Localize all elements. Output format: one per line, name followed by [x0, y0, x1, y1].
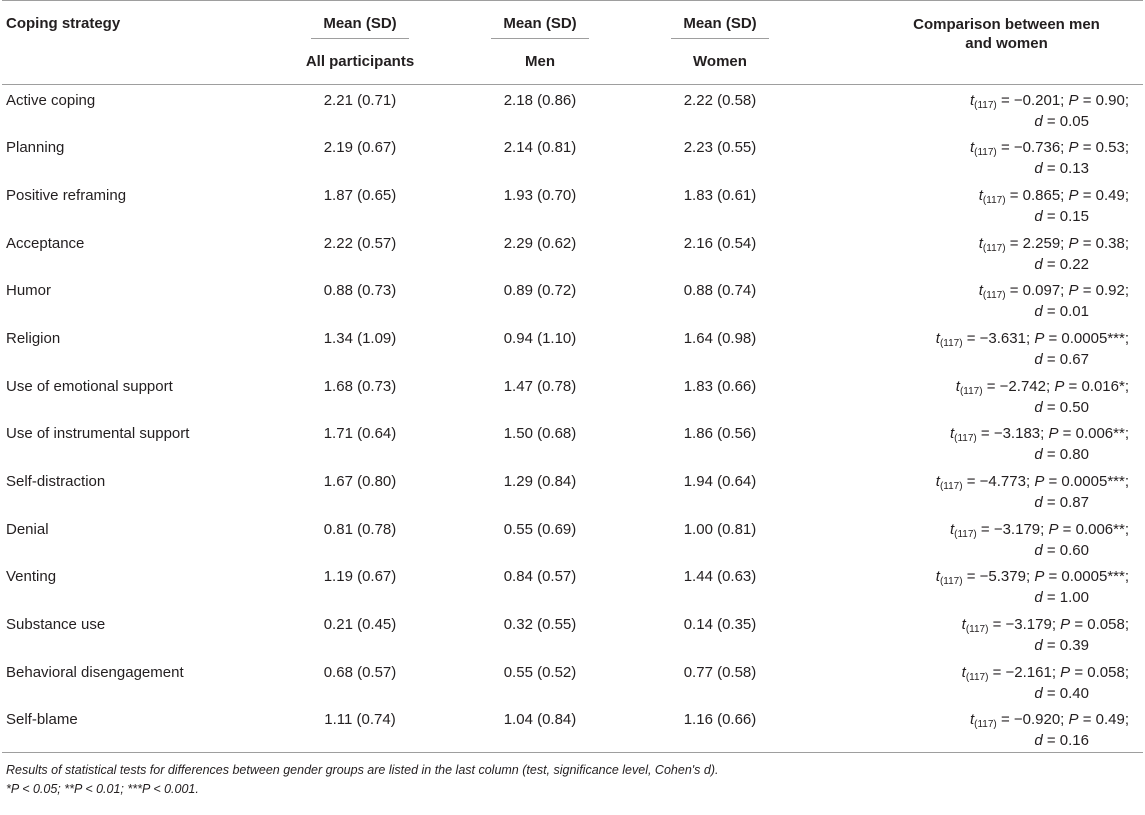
degrees-of-freedom: (117)	[959, 385, 983, 397]
degrees-of-freedom: (117)	[939, 337, 963, 349]
cell-mean-all: 1.87 (0.65)	[323, 186, 397, 204]
comparison-effect-line	[810, 540, 1129, 561]
cell-mean-all: 2.22 (0.57)	[323, 234, 397, 252]
cell-comparison	[810, 275, 1143, 323]
comparison-test-line: $t_{(117)} = -0.920$; P = 0.49;	[969, 711, 1129, 731]
table-row	[2, 657, 1143, 705]
cell-comparison	[810, 704, 1143, 752]
significance-stars: ***	[1107, 329, 1125, 347]
t-value: = −2.161	[992, 663, 1052, 681]
mean-sd-label: Mean (SD)	[491, 15, 588, 39]
cell-mean-all: 1.68 (0.73)	[323, 377, 397, 395]
d-symbol: d	[1034, 160, 1043, 178]
degrees-of-freedom: (117)	[982, 242, 1006, 254]
cell-strategy: Venting	[6, 568, 57, 586]
table-row	[2, 609, 1143, 657]
cell-strategy: Religion	[6, 329, 61, 347]
effect-size-value: = 0.39	[1046, 637, 1089, 655]
t-value: = −3.179	[980, 520, 1041, 538]
cell-mean-women: 1.94 (0.64)	[683, 473, 757, 490]
cell-strategy: Acceptance	[6, 234, 85, 252]
cell-mean-men: 0.94 (1.10)	[503, 329, 577, 347]
comparison-test-line: $t_{(117)} = 2.259$; P = 0.38;	[978, 234, 1129, 254]
cell-mean-women: 2.16 (0.54)	[683, 234, 757, 252]
comparison-test-line: $t_{(117)} = -3.631$; P = 0.0005***;	[935, 329, 1129, 349]
cell-mean-women: 0.77 (0.58)	[683, 663, 757, 681]
p-value: = 0.006	[1062, 520, 1114, 538]
cell-strategy: Planning	[6, 139, 65, 157]
p-value: = 0.0005	[1048, 329, 1108, 347]
significance-stars: **	[1113, 520, 1125, 538]
header-women: Women	[630, 41, 810, 85]
significance-stars: *	[1118, 377, 1125, 395]
cell-comparison	[810, 323, 1143, 371]
mean-sd-label: Mean (SD)	[311, 15, 408, 39]
t-value: = −3.183	[980, 425, 1041, 443]
header-men: Men	[450, 41, 630, 85]
table-row	[2, 180, 1143, 228]
effect-size-value: = 0.40	[1046, 684, 1089, 702]
cell-mean-women: 1.64 (0.98)	[683, 329, 757, 347]
comparison-effect-line	[810, 635, 1129, 656]
comparison-effect-line	[810, 206, 1129, 227]
d-symbol: d	[1034, 398, 1043, 416]
cell-mean-all: 1.71 (0.64)	[323, 425, 397, 443]
cell-comparison	[810, 657, 1143, 705]
d-symbol: d	[1034, 207, 1043, 225]
comparison-effect-line	[810, 444, 1129, 465]
cell-comparison	[810, 561, 1143, 609]
cell-strategy: Self-distraction	[6, 473, 106, 490]
footnote-significance: *P < 0.05; **P < 0.01; ***P < 0.001.	[6, 781, 199, 796]
header-mean-men	[450, 1, 630, 42]
d-symbol: d	[1034, 637, 1043, 655]
d-symbol: d	[1034, 732, 1043, 750]
comparison-effect-line	[810, 254, 1129, 275]
cell-comparison	[810, 132, 1143, 180]
table-header	[2, 1, 1143, 85]
t-value: = 2.259	[1009, 234, 1061, 252]
degrees-of-freedom: (117)	[974, 147, 997, 159]
p-symbol: P	[1034, 568, 1045, 586]
t-value: = −3.631	[966, 329, 1026, 347]
cell-strategy: Substance use	[6, 616, 106, 634]
degrees-of-freedom: (117)	[974, 100, 997, 111]
cell-comparison	[810, 609, 1143, 657]
p-value: = 0.38	[1082, 234, 1125, 252]
t-value: = 0.865	[1009, 186, 1061, 204]
p-symbol: P	[1068, 92, 1079, 109]
cell-mean-men: 0.89 (0.72)	[503, 282, 577, 300]
cell-mean-all: 0.81 (0.78)	[323, 520, 397, 538]
p-symbol: P	[1068, 186, 1079, 204]
cell-mean-men: 1.04 (0.84)	[450, 704, 630, 752]
degrees-of-freedom: (117)	[939, 481, 963, 492]
cell-mean-all: 0.68 (0.57)	[323, 663, 397, 681]
d-symbol: d	[1034, 303, 1043, 321]
t-value: = 0.097	[1009, 282, 1061, 300]
cell-mean-all: 1.34 (1.09)	[323, 329, 397, 347]
table-body	[2, 85, 1143, 753]
significance-stars: ***	[1107, 473, 1125, 490]
comparison-test-line: $t_{(117)} = -2.161$; P = 0.058;	[961, 663, 1129, 683]
cell-mean-all: 2.19 (0.67)	[323, 139, 397, 157]
t-symbol: t	[935, 568, 940, 586]
header-comparison	[810, 1, 1143, 85]
cell-mean-women: 0.88 (0.74)	[683, 282, 757, 300]
t-symbol: t	[949, 520, 955, 538]
t-symbol: t	[969, 139, 975, 157]
cell-mean-all: 1.19 (0.67)	[323, 568, 397, 586]
table-row	[2, 704, 1143, 752]
cell-comparison	[810, 466, 1143, 514]
degrees-of-freedom: (117)	[939, 576, 963, 588]
effect-size-value: = 0.13	[1046, 160, 1089, 178]
p-symbol: P	[1048, 520, 1059, 538]
comparison-test-line: $t_{(117)} = -0.201$; P = 0.90;	[969, 92, 1129, 111]
cell-mean-men: 2.29 (0.62)	[503, 234, 577, 252]
p-value: = 0.53	[1082, 139, 1125, 157]
comparison-test-line: $t_{(117)} = -4.773$; P = 0.0005***;	[935, 473, 1129, 492]
p-symbol: P	[1068, 711, 1079, 729]
header-mean-women	[630, 1, 810, 42]
t-symbol: t	[935, 473, 940, 490]
cell-mean-men: 1.47 (0.78)	[503, 377, 577, 395]
degrees-of-freedom: (117)	[965, 624, 989, 636]
significance-stars: ***	[1107, 568, 1125, 586]
cell-strategy: Self-blame	[2, 704, 270, 752]
cell-mean-women: 1.44 (0.63)	[683, 568, 757, 586]
t-value: = −5.379	[966, 568, 1026, 586]
d-symbol: d	[1034, 494, 1043, 511]
p-symbol: P	[1068, 282, 1079, 300]
t-symbol: t	[978, 282, 983, 300]
cell-mean-women: 2.22 (0.58)	[683, 92, 757, 109]
effect-size-value: = 0.60	[1046, 541, 1089, 559]
table-footnotes	[6, 761, 1145, 799]
comparison-test-line: $t_{(117)} = 0.865$; P = 0.49;	[978, 186, 1129, 206]
d-symbol: d	[1034, 589, 1043, 607]
comparison-effect-line	[810, 301, 1129, 322]
comparison-label: Comparison between men and women	[913, 16, 1100, 52]
effect-size-value: = 0.15	[1046, 207, 1089, 225]
cell-strategy: Use of instrumental support	[6, 425, 190, 443]
comparison-effect-line	[810, 111, 1129, 132]
coping-strategies-table	[2, 0, 1143, 753]
t-symbol: t	[961, 616, 966, 634]
comparison-effect-line	[810, 397, 1129, 418]
p-value: = 0.0005	[1048, 473, 1108, 490]
cell-mean-men: 1.29 (0.84)	[503, 473, 577, 490]
comparison-test-line: $t_{(117)} = -2.742$; P = 0.016*;	[955, 377, 1129, 397]
comparison-test-line: $t_{(117)} = 0.097$; P = 0.92;	[978, 282, 1129, 302]
cell-comparison	[810, 228, 1143, 276]
t-symbol: t	[969, 92, 975, 109]
cell-strategy: Denial	[6, 520, 49, 538]
cell-mean-men: 0.55 (0.69)	[503, 520, 577, 538]
p-symbol: P	[1060, 663, 1071, 681]
effect-size-value: = 0.22	[1046, 255, 1089, 273]
t-value: = −0.201	[1000, 92, 1061, 109]
cell-mean-women: 0.14 (0.35)	[683, 616, 757, 634]
cell-strategy: Behavioral disengagement	[6, 663, 184, 681]
cell-mean-all: 0.88 (0.73)	[323, 282, 397, 300]
significance-stars: **	[1113, 425, 1125, 443]
comparison-test-line: $t_{(117)} = -3.179$; P = 0.058;	[961, 616, 1129, 636]
d-symbol: d	[1034, 350, 1043, 368]
t-symbol: t	[978, 234, 983, 252]
cell-mean-women: 1.83 (0.66)	[683, 377, 757, 395]
cell-mean-men: 2.18 (0.86)	[503, 92, 577, 109]
header-all-participants: All participants	[270, 41, 450, 85]
t-value: = −0.920	[1000, 711, 1061, 729]
p-symbol: P	[1068, 139, 1079, 157]
p-value: = 0.0005	[1048, 568, 1108, 586]
comparison-effect-line	[810, 492, 1129, 513]
cell-mean-women: 1.83 (0.61)	[683, 186, 757, 204]
d-symbol: d	[1034, 113, 1043, 130]
comparison-test-line: $t_{(117)} = -3.183$; P = 0.006**;	[949, 425, 1129, 445]
table-row	[2, 466, 1143, 514]
comparison-effect-line	[810, 730, 1129, 751]
table-row	[2, 85, 1143, 133]
t-value: = −2.742	[986, 377, 1046, 395]
cell-strategy: Use of emotional support	[6, 377, 173, 395]
t-symbol: t	[969, 711, 975, 729]
degrees-of-freedom: (117)	[965, 671, 989, 683]
cell-mean-all: 1.67 (0.80)	[323, 473, 397, 490]
d-symbol: d	[1034, 684, 1043, 702]
t-symbol: t	[978, 186, 983, 204]
cell-mean-all: 1.11 (0.74)	[270, 704, 450, 752]
cell-mean-women: 1.16 (0.66)	[630, 704, 810, 752]
t-symbol: t	[935, 329, 940, 347]
cell-mean-women: 2.23 (0.55)	[683, 139, 757, 157]
comparison-effect-line	[810, 349, 1129, 370]
degrees-of-freedom: (117)	[954, 433, 977, 445]
cell-strategy: Humor	[6, 282, 52, 300]
effect-size-value: = 0.05	[1046, 113, 1089, 130]
degrees-of-freedom: (117)	[954, 528, 977, 540]
cell-mean-men: 1.50 (0.68)	[503, 425, 577, 443]
degrees-of-freedom: (117)	[982, 290, 1006, 302]
cell-mean-men: 2.14 (0.81)	[503, 139, 577, 157]
p-value: = 0.016	[1068, 377, 1119, 395]
d-symbol: d	[1034, 255, 1043, 273]
cell-comparison	[810, 85, 1143, 133]
effect-size-value: = 0.50	[1046, 398, 1089, 416]
p-value: = 0.058	[1074, 663, 1125, 681]
effect-size-value: = 0.67	[1046, 350, 1089, 368]
degrees-of-freedom: (117)	[982, 194, 1006, 206]
t-symbol: t	[961, 663, 966, 681]
d-symbol: d	[1034, 446, 1043, 464]
mean-sd-label: Mean (SD)	[671, 15, 768, 39]
cell-mean-women: 1.86 (0.56)	[683, 425, 757, 443]
cell-mean-women: 1.00 (0.81)	[683, 520, 757, 538]
table-row	[2, 132, 1143, 180]
cell-mean-men: 0.84 (0.57)	[503, 568, 577, 586]
p-value: = 0.006	[1062, 425, 1114, 443]
p-value: = 0.058	[1074, 616, 1125, 634]
cell-strategy: Active coping	[6, 92, 96, 109]
effect-size-value: = 1.00	[1046, 589, 1089, 607]
cell-comparison	[810, 371, 1143, 419]
cell-comparison	[810, 418, 1143, 466]
comparison-effect-line	[810, 587, 1129, 608]
cell-mean-all: 2.21 (0.71)	[323, 92, 397, 109]
comparison-test-line: $t_{(117)} = -5.379$; P = 0.0005***;	[935, 568, 1129, 588]
p-symbol: P	[1054, 377, 1065, 395]
header-coping-strategy: Coping strategy	[2, 1, 270, 85]
table-row	[2, 561, 1143, 609]
p-symbol: P	[1048, 425, 1059, 443]
effect-size-value: = 0.87	[1046, 494, 1089, 511]
p-value: = 0.90	[1082, 92, 1125, 109]
comparison-test-line: $t_{(117)} = -3.179$; P = 0.006**;	[949, 520, 1129, 540]
comparison-test-line: $t_{(117)} = -0.736$; P = 0.53;	[969, 139, 1129, 159]
t-value: = −0.736	[1000, 139, 1061, 157]
comparison-effect-line	[810, 158, 1129, 179]
effect-size-value: = 0.80	[1046, 446, 1089, 464]
cell-comparison	[810, 180, 1143, 228]
degrees-of-freedom: (117)	[974, 719, 997, 731]
p-symbol: P	[1034, 473, 1045, 490]
cell-mean-men: 1.93 (0.70)	[503, 186, 577, 204]
effect-size-value: = 0.01	[1046, 303, 1089, 321]
t-symbol: t	[949, 425, 955, 443]
table-row	[2, 275, 1143, 323]
cell-mean-all: 0.21 (0.45)	[323, 616, 397, 634]
comparison-effect-line	[810, 683, 1129, 704]
p-value: = 0.49	[1082, 711, 1125, 729]
t-symbol: t	[955, 377, 960, 395]
p-symbol: P	[1068, 234, 1079, 252]
cell-mean-men: 0.32 (0.55)	[503, 616, 577, 634]
header-mean-all	[270, 1, 450, 42]
t-value: = −3.179	[992, 616, 1052, 634]
p-value: = 0.92	[1082, 282, 1125, 300]
d-symbol: d	[1034, 541, 1043, 559]
p-value: = 0.49	[1082, 186, 1125, 204]
t-value: = −4.773	[966, 473, 1026, 490]
cell-strategy: Positive reframing	[6, 186, 127, 204]
table-row	[2, 371, 1143, 419]
p-symbol: P	[1060, 616, 1071, 634]
cell-mean-men: 0.55 (0.52)	[503, 663, 577, 681]
table-row	[2, 514, 1143, 562]
table-row	[2, 323, 1143, 371]
cell-comparison	[810, 514, 1143, 562]
table-row	[2, 418, 1143, 466]
footnote-note: Results of statistical tests for differences between gender groups are listed in the last column (test, significance level, Cohen's d).	[6, 762, 719, 777]
p-symbol: P	[1034, 329, 1045, 347]
effect-size-value: = 0.16	[1046, 732, 1089, 750]
table-row	[2, 228, 1143, 276]
